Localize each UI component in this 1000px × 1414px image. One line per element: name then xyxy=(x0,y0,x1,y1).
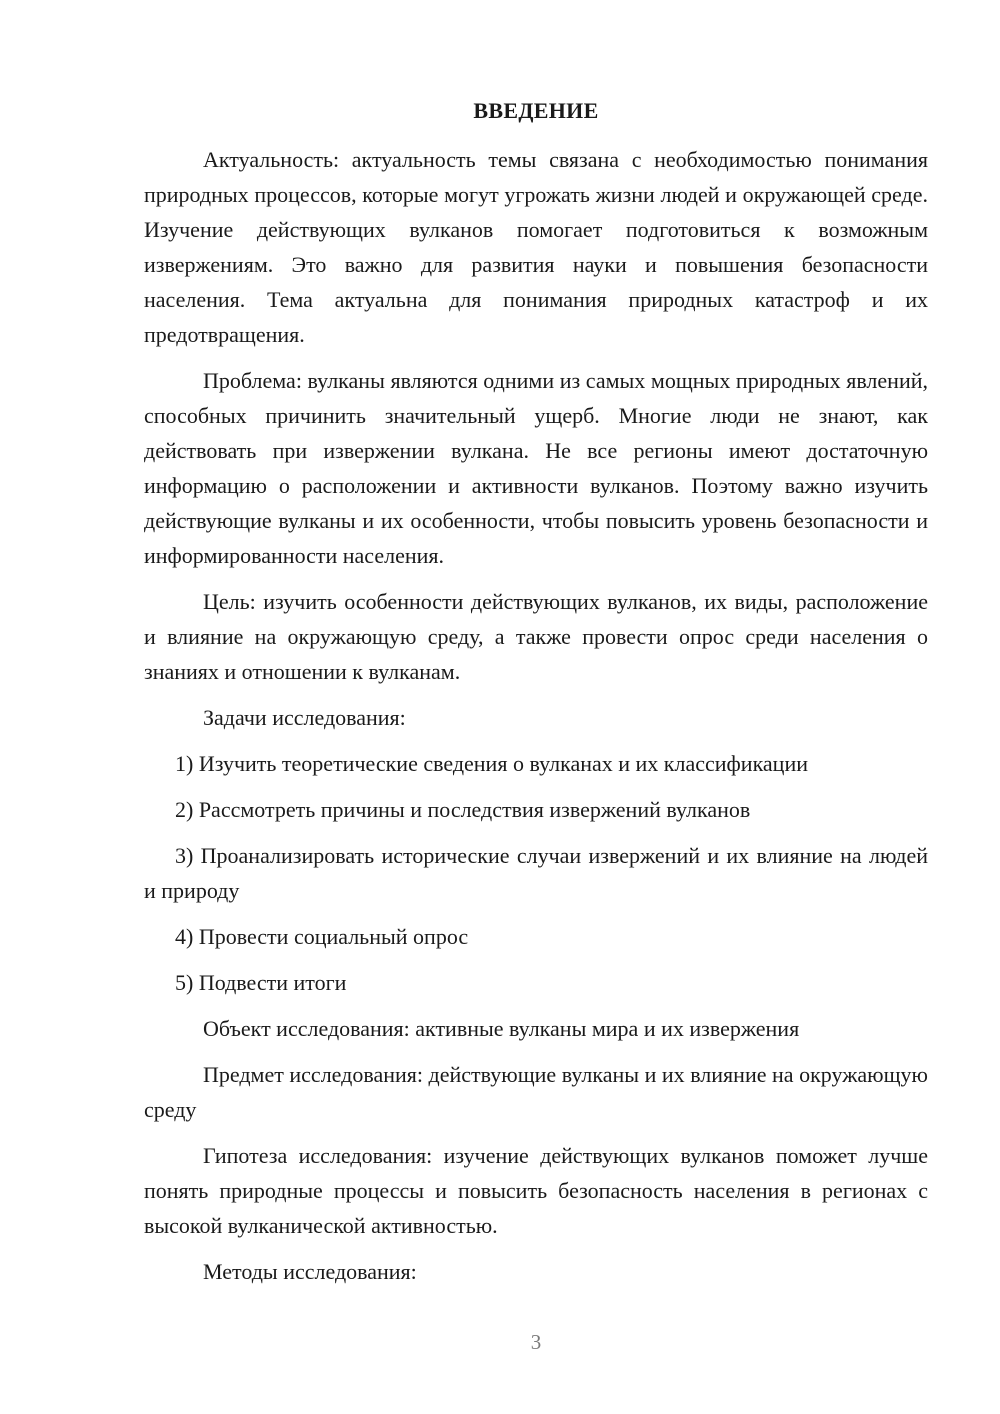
object-paragraph: Объект исследования: активные вулканы мира и их извержения xyxy=(203,1016,800,1041)
task-item-3: 3) Проанализировать исторические случаи извержений и их влияние на людей и природу xyxy=(144,843,928,903)
methods-heading: Методы исследования: xyxy=(203,1259,417,1284)
relevance-paragraph: Актуальность: актуальность темы связана с необходимостью понимания природных процессов, которые могут угрожать жизни людей и окружающей среде. Изучение действующих вулканов помогает подготовиться к возможным извержениям. Это важно для развития науки и повышения безопасности населения. Тема актуальна для понимания природных катастроф и их предотвращения. xyxy=(144,147,928,347)
goal-paragraph: Цель: изучить особенности действующих вулканов, их виды, расположение и влияние на окружающую среду, а также провести опрос среди населения о знаниях и отношении к вулканам. xyxy=(144,589,928,684)
task-item-1: 1) Изучить теоретические сведения о вулканах и их классификации xyxy=(175,751,809,776)
section-heading: ВВЕДЕНИЕ xyxy=(473,98,599,123)
task-item-2: 2) Рассмотреть причины и последствия извержений вулканов xyxy=(175,797,751,822)
page-content xyxy=(144,93,928,1300)
task-item-5: 5) Подвести итоги xyxy=(175,970,347,995)
task-item-4: 4) Провести социальный опрос xyxy=(175,924,469,949)
hypothesis-paragraph: Гипотеза исследования: изучение действующих вулканов поможет лучше понять природные процессы и повысить безопасность населения в регионах с высокой вулканической активностью. xyxy=(144,1143,928,1238)
subject-paragraph: Предмет исследования: действующие вулканы и их влияние на окружающую среду xyxy=(144,1062,928,1122)
problem-paragraph: Проблема: вулканы являются одними из самых мощных природных явлений, способных причинить значительный ущерб. Многие люди не знают, как действовать при извержении вулкана. Не все регионы имеют достаточную информацию о расположении и активности вулканов. Поэтому важно изучить действующие вулканы и их особенности, чтобы повысить уровень безопасности и информированности населения. xyxy=(144,368,928,568)
page-number: 3 xyxy=(530,1330,542,1354)
tasks-heading: Задачи исследования: xyxy=(203,705,406,730)
